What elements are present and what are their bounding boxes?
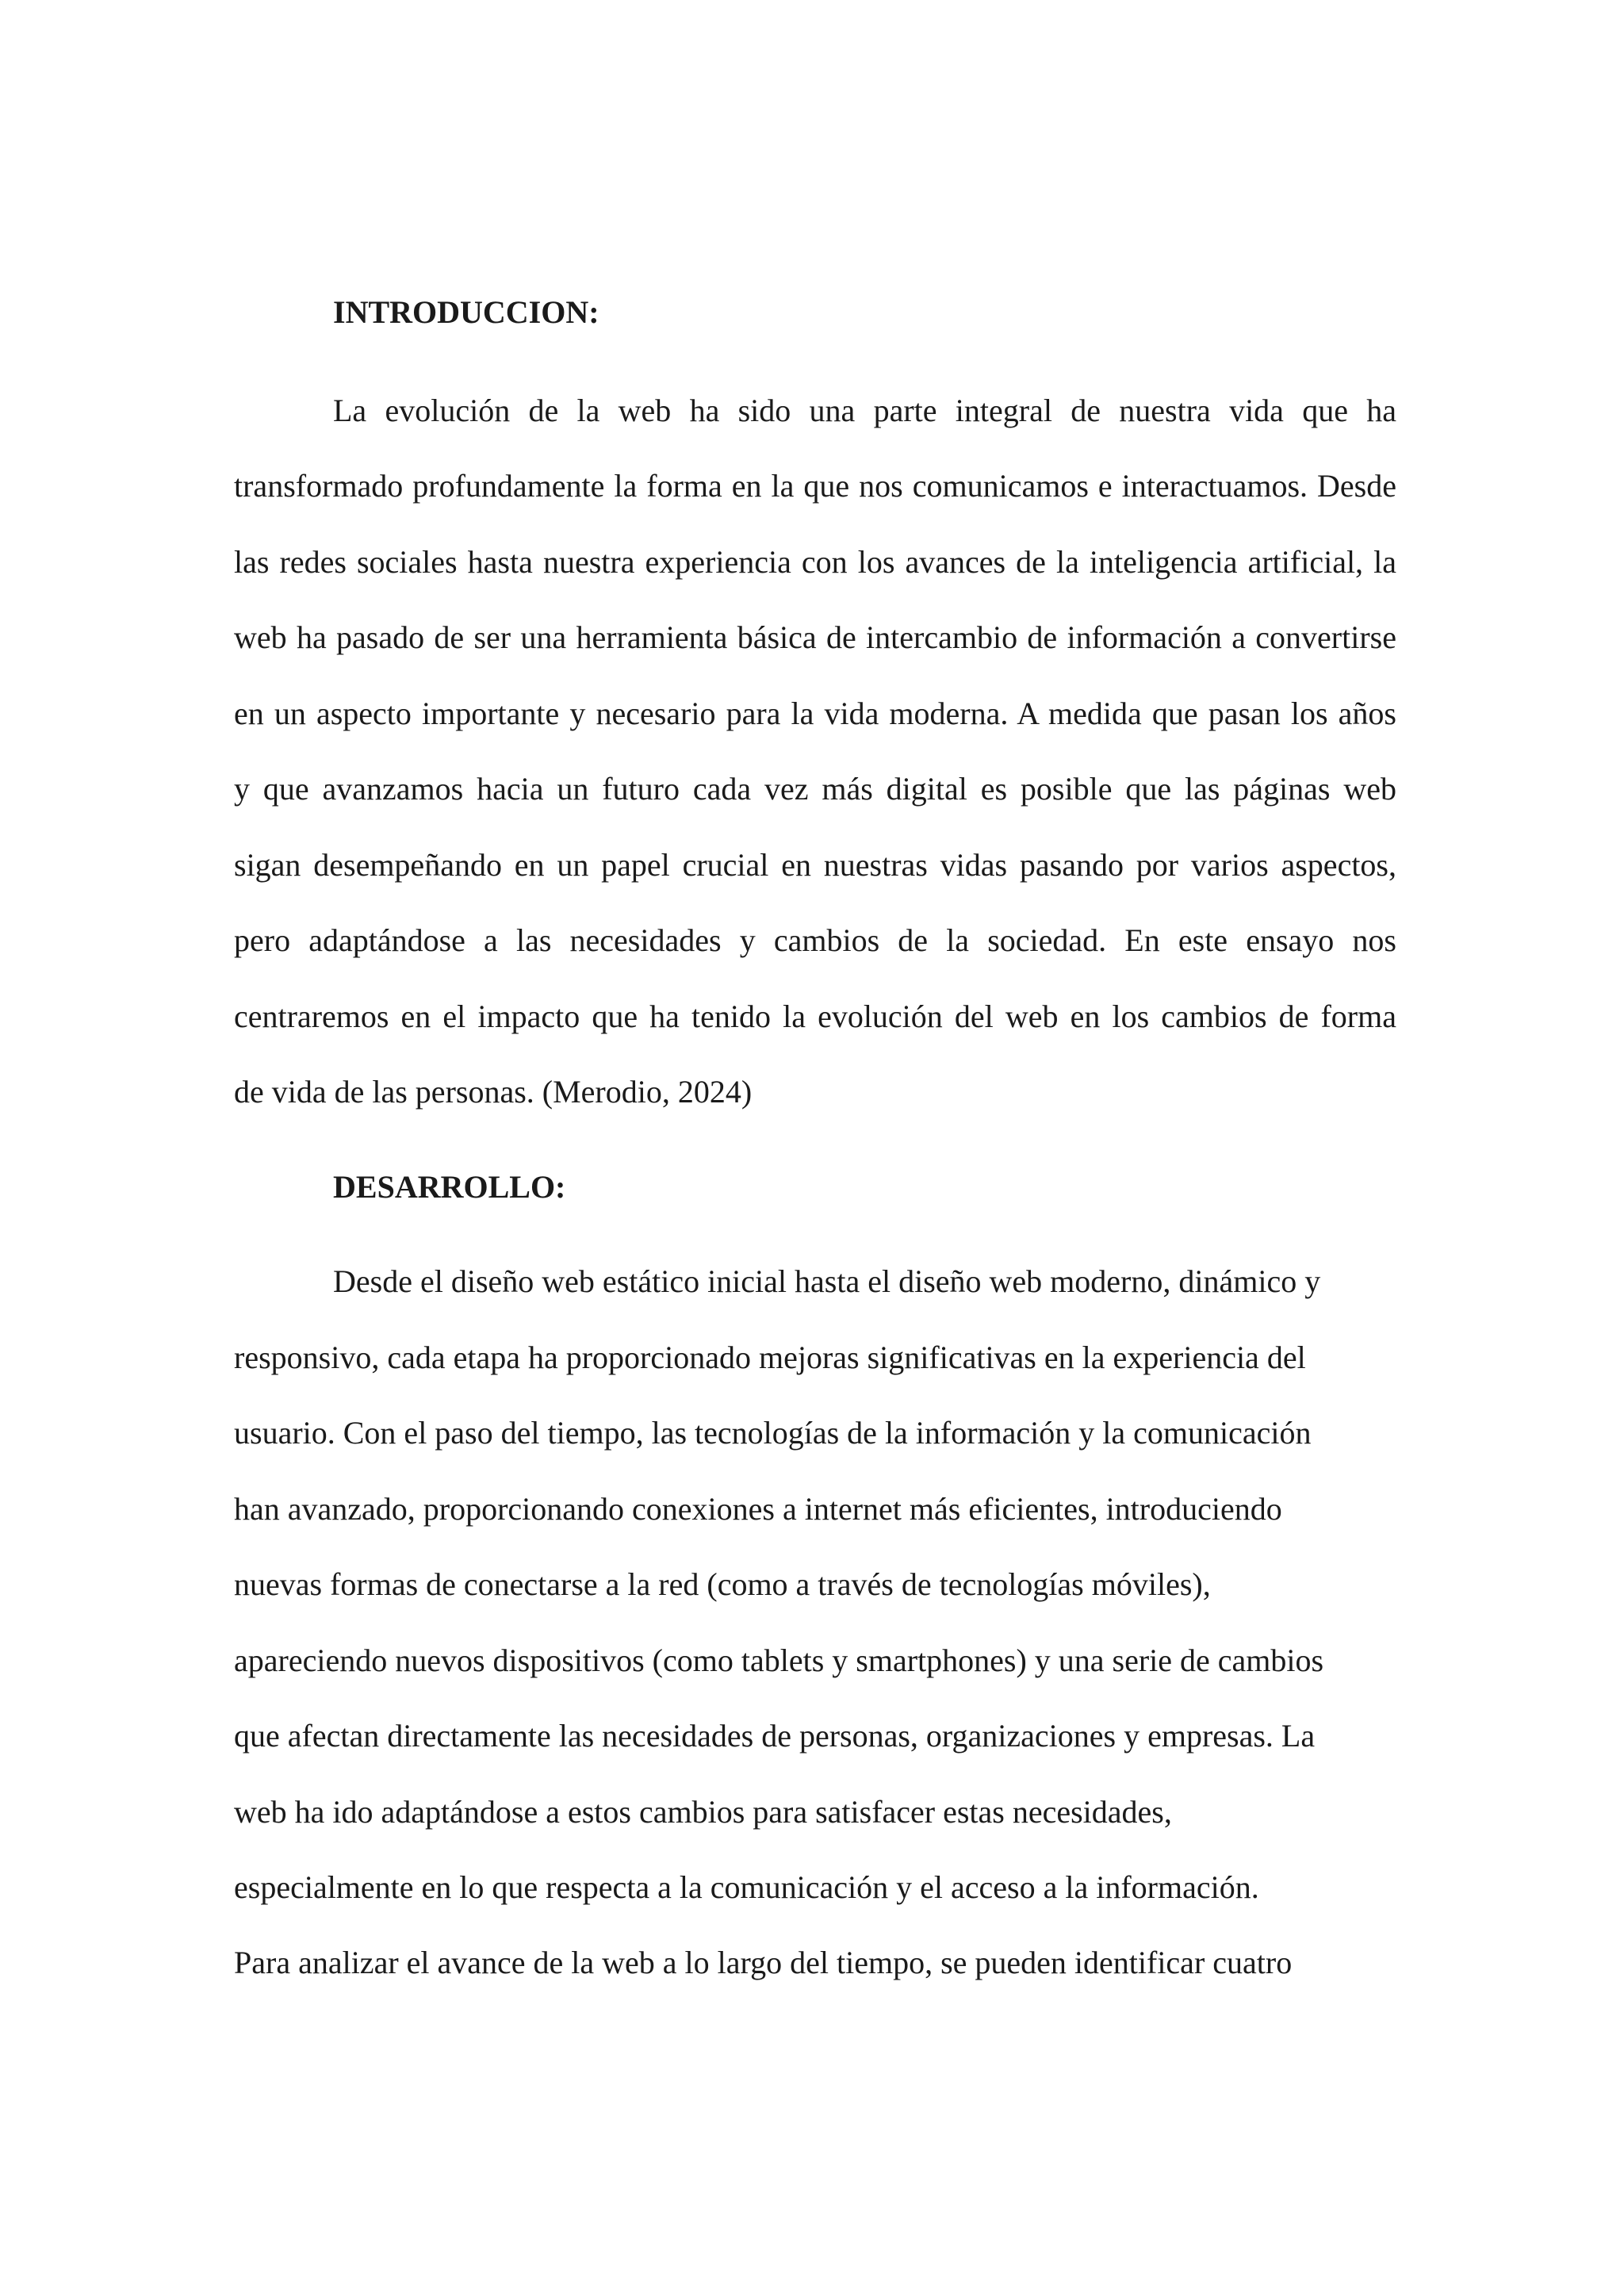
- intro-line-5: en un aspecto importante y necesario para la vida moderna. A medida que pasan los años: [234, 696, 1396, 731]
- dev-line-9: especialmente en lo que respecta a la comunicación y el acceso a la información.: [234, 1869, 1259, 1905]
- section-heading-desarrollo: DESARROLLO:: [333, 1169, 566, 1205]
- dev-line-7: que afectan directamente las necesidades de personas, organizaciones y empresas. La: [234, 1718, 1316, 1754]
- intro-line-1: La evolución de la web ha sido una parte integral de nuestra vida que ha: [333, 393, 1396, 428]
- intro-line-10: de vida de las personas. (Merodio, 2024): [234, 1074, 753, 1110]
- dev-line-10: Para analizar el avance de la web a lo largo del tiempo, se pueden identificar cuatro: [234, 1945, 1293, 1980]
- dev-line-3: usuario. Con el paso del tiempo, las tecnologías de la información y la comunicación: [234, 1415, 1312, 1451]
- section-heading-introduccion: INTRODUCCION:: [333, 294, 599, 330]
- intro-line-2: transformado profundamente la forma en la que nos comunicamos e interactuamos. Desde: [234, 468, 1396, 504]
- dev-line-6: apareciendo nuevos dispositivos (como tablets y smartphones) y una serie de cambios: [234, 1642, 1324, 1678]
- intro-line-7: sigan desempeñando en un papel crucial en nuestras vidas pasando por varios aspectos,: [234, 847, 1396, 883]
- intro-line-9: centraremos en el impacto que ha tenido la evolución del web en los cambios de forma: [234, 999, 1396, 1034]
- intro-line-4: web ha pasado de ser una herramienta básica de intercambio de información a convertirse: [234, 619, 1396, 655]
- dev-line-4: han avanzado, proporcionando conexiones a internet más eficientes, introduciendo: [234, 1491, 1282, 1527]
- intro-line-6: y que avanzamos hacia un futuro cada vez más digital es posible que las páginas web: [234, 771, 1396, 807]
- dev-line-8: web ha ido adaptándose a estos cambios para satisfacer estas necesidades,: [234, 1794, 1172, 1830]
- dev-line-5: nuevas formas de conectarse a la red (como a través de tecnologías móviles),: [234, 1566, 1211, 1602]
- intro-line-3: las redes sociales hasta nuestra experiencia con los avances de la inteligencia artificial, la: [234, 544, 1396, 580]
- dev-line-2: responsivo, cada etapa ha proporcionado mejoras significativas en la experiencia del: [234, 1340, 1306, 1375]
- intro-line-8: pero adaptándose a las necesidades y cambios de la sociedad. En este ensayo nos: [234, 922, 1396, 958]
- dev-line-1: Desde el diseño web estático inicial hasta el diseño web moderno, dinámico y: [333, 1263, 1321, 1299]
